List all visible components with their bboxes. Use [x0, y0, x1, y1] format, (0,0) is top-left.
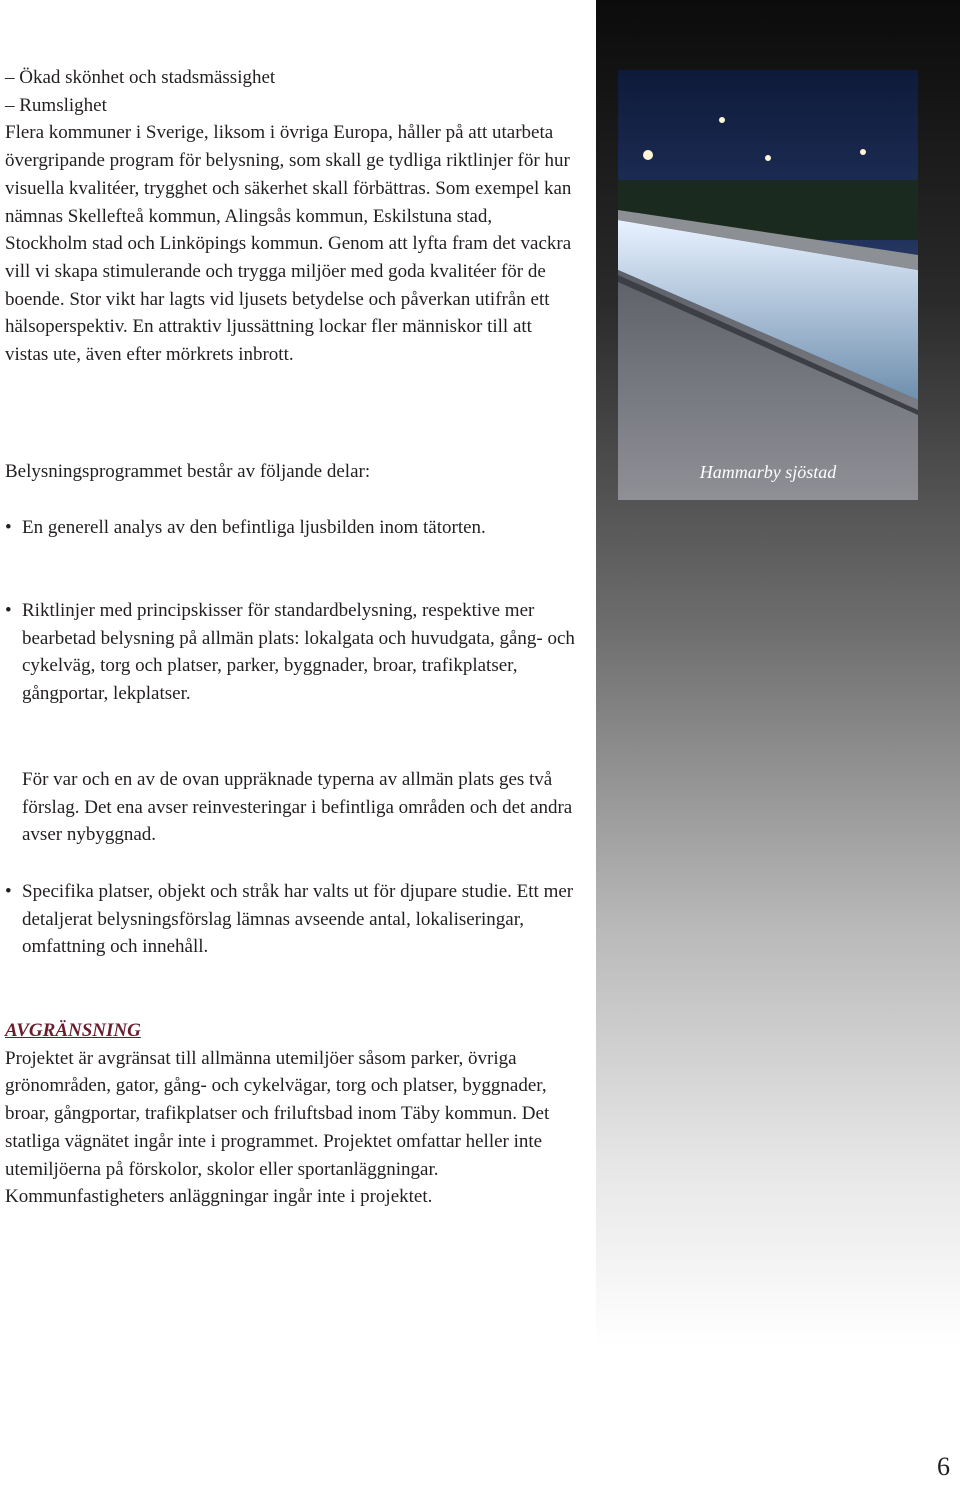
bullet-item — [5, 514, 575, 542]
avgransning-section — [5, 1017, 575, 1211]
avgransning-body: Projektet är avgränsat till allmänna utemiljöer såsom parker, övriga grönområden, gator, gång- och cykelvägar, torg och platser, byggnader, broar, gångportar, trafikplatser och friluftsbad inom Täby kommun. Det statliga vägnätet ingår inte i programmet. Projektet omfattar heller inte utemiljöerna på förskolor, skolor eller sportanläggningar. Kommunfastigheters anläggningar ingår inte i projektet. — [5, 1047, 550, 1208]
page-number: 6 — [937, 1452, 950, 1481]
hammarby-sjostad-photo — [618, 70, 918, 500]
proposals-text: För var och en av de ovan uppräknade typerna av allmän plats ges två förslag. Det ena avser reinvesteringar i befintliga områden och det andra avser nybyggnad. — [22, 769, 573, 846]
bullet-text: En generell analys av den befintliga ljusbilden inom tätorten. — [22, 517, 486, 538]
intro-paragraph: Flera kommuner i Sverige, liksom i övriga Europa, håller på att utarbeta övergripande program för belysning, som skall ge tydliga riktlinjer för hur visuella kvalitéer, trygghet och säkerhet skall förbättras. Som exempel kan nämnas Skellefteå kommun, Alingsås kommun, Eskilstuna stad, Stockholm stad och Linköpings kommun. Genom att lyfta fram det vackra vill vi skapa stimulerande och trygga miljöer med goda kvalitéer för de boende. Stor vikt har lagts vid ljusets betydelse och påverkan utifrån ett hälsoperspektiv. En attraktiv ljussättning lockar fler människor till att vistas ute, även efter mörkrets inbrott. — [5, 122, 572, 366]
section-heading: AVGRÄNSNING — [5, 1020, 141, 1041]
bullet-item — [5, 878, 575, 961]
bullet-symbol: • — [5, 881, 12, 902]
intro-line-1: – Ökad skönhet och stadsmässighet — [5, 67, 276, 88]
night-fountain-illustration — [618, 70, 918, 500]
bullet-text: Riktlinjer med principskisser för standardbelysning, respektive mer bearbetad belysning på allmän plats: lokalgata och huvudgata, gång- och cykelväg, torg och platser, parker, byggnader, broar, trafikplatser, gångportar, lekplatser. — [22, 600, 575, 705]
bullet-item — [5, 597, 575, 708]
bullet-text: Specifika platser, objekt och stråk har valts ut för djupare studie. Ett mer detaljerat belysningsförslag lämnas avseende antal, lokaliseringar, omfattning och innehåll. — [22, 881, 574, 958]
program-intro: Belysningsprogrammet består av följande delar: — [5, 461, 371, 482]
photo-caption: Hammarby sjöstad — [699, 462, 837, 482]
intro-line-2: – Rumslighet — [5, 94, 107, 116]
bullet-symbol: • — [5, 600, 12, 621]
intro-section — [5, 64, 575, 369]
bullet-symbol: • — [5, 517, 12, 538]
